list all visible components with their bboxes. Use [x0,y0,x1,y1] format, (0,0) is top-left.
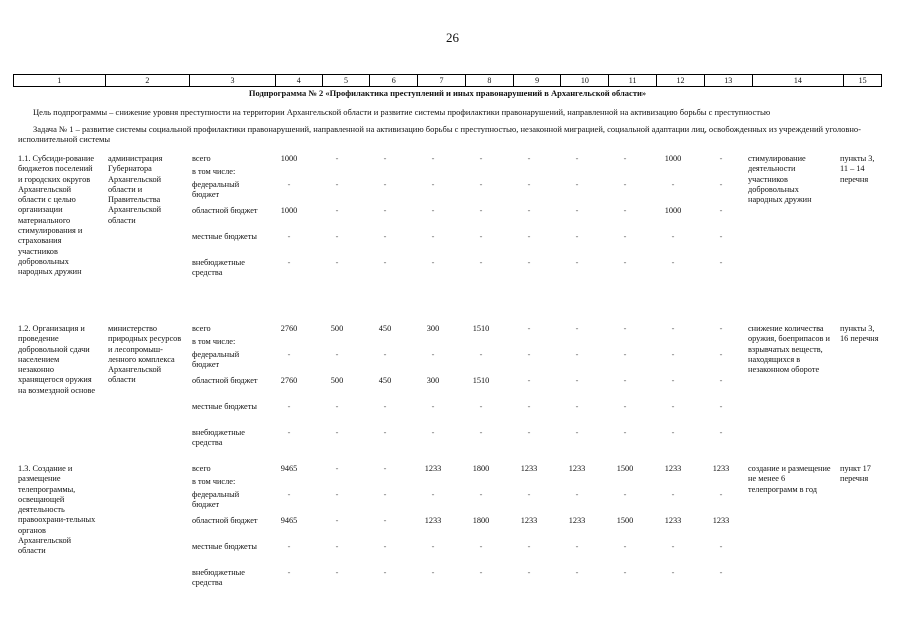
funding-value: - [719,568,723,577]
funding-value: - [719,490,723,499]
funding-value: - [479,568,483,577]
column-number: 13 [705,75,753,86]
funding-value: - [575,376,579,385]
funding-source-label: внебюджетные средства [192,428,245,448]
funding-value: - [575,258,579,267]
funding-value: - [671,324,675,333]
funding-value: - [335,568,339,577]
funding-value: - [479,490,483,499]
funding-value: - [575,402,579,411]
funding-value: - [575,180,579,189]
column-number: 12 [657,75,705,86]
funding-value: - [287,232,291,241]
funding-value: - [671,402,675,411]
funding-value: 500 [330,324,344,333]
funding-value: 1233 [424,516,442,525]
funding-value: - [383,402,387,411]
funding-value: - [623,490,627,499]
funding-value: - [719,402,723,411]
column-number: 3 [190,75,276,86]
measure-name: 1.1. Субсиди-рование бюджетов поселений и городских округов Архангельской области с целью организации материального стимулирования и страхования участников добровольных народных дружин [18,154,95,277]
funding-source-label: областной бюджет [192,516,258,525]
funding-value: - [287,428,291,437]
funding-value: 2760 [280,324,298,333]
funding-value: 1000 [280,154,298,163]
funding-value: - [383,180,387,189]
funding-value: - [383,516,387,525]
funding-value: - [383,350,387,359]
funding-value: - [671,490,675,499]
funding-value: 1233 [568,516,586,525]
funding-value: - [335,154,339,163]
funding-value: - [335,464,339,473]
funding-value: - [527,324,531,333]
funding-source-label: федеральный бюджет [192,490,240,510]
funding-value: - [383,542,387,551]
funding-value: - [575,350,579,359]
subprogram-title: Подпрограмма № 2 «Профилактика преступлений и иных правонарушений в Архангельской области» [248,88,647,98]
funding-value: 1233 [424,464,442,473]
funding-value: - [335,428,339,437]
funding-value: - [527,180,531,189]
funding-value: - [671,180,675,189]
funding-value: - [431,232,435,241]
funding-value: - [287,350,291,359]
funding-source-label: федеральный бюджет [192,350,240,370]
funding-value: - [575,428,579,437]
funding-value: - [287,180,291,189]
funding-value: - [431,350,435,359]
funding-value: - [575,232,579,241]
funding-value: 1800 [472,516,490,525]
measure-name: 1.2. Организация и проведение добровольной сдачи населением незаконно хранящегося оружия на возмездной основе [18,324,96,395]
funding-value: 9465 [280,464,298,473]
funding-value: - [479,258,483,267]
funding-value: - [623,180,627,189]
funding-value: 1800 [472,464,490,473]
funding-value: - [479,428,483,437]
funding-value: 1233 [520,516,538,525]
funding-value: - [527,428,531,437]
funding-value: 450 [378,376,392,385]
column-number: 15 [858,76,867,85]
funding-value: - [383,258,387,267]
funding-value: - [575,542,579,551]
funding-source-label: всего [192,324,211,333]
measure-name: 1.3. Создание и размещение телепрограммы, освещающей деятельность правоохрани-тельных органов Архангельской области [18,464,96,556]
funding-value: 1233 [664,516,682,525]
page-number: 26 [446,30,459,45]
funding-value: 300 [426,324,440,333]
checklist-link: пункты 3, 11 – 14 перечня [840,154,875,184]
funding-source-label: областной бюджет [192,376,258,385]
funding-value: - [335,490,339,499]
funding-source-label: федеральный бюджет [192,180,240,200]
funding-value: 9465 [280,516,298,525]
funding-value: - [671,428,675,437]
funding-value: - [479,402,483,411]
funding-value: - [623,568,627,577]
funding-value: - [527,490,531,499]
funding-value: - [527,258,531,267]
funding-value: - [623,402,627,411]
column-number: 4 [276,75,323,86]
column-number: 2 [106,75,191,86]
funding-value: - [431,568,435,577]
funding-value: 1500 [616,516,634,525]
funding-source-label: местные бюджеты [192,542,257,551]
funding-value: - [623,542,627,551]
executor: министерство природных ресурсов и лесопромыш-ленного комплекса Архангельской области [108,324,182,385]
funding-value: - [431,154,435,163]
funding-value: - [335,180,339,189]
checklist-link: пункт 17 перечня [840,464,871,484]
funding-value: - [479,154,483,163]
funding-source-label: внебюджетные средства [192,568,245,588]
funding-value: - [719,206,723,215]
funding-value: - [383,428,387,437]
expected-result: создание и размещение не менее 6 телепрограмм в год [748,464,831,494]
funding-value: 1500 [616,464,634,473]
executor: администрация Губернатора Архангельской области и Правительства Архангельской области [108,154,163,225]
funding-value: 2760 [280,376,298,385]
column-number: 5 [323,75,371,86]
funding-value: - [623,206,627,215]
funding-value: - [719,232,723,241]
funding-value: - [479,206,483,215]
funding-value: - [383,206,387,215]
funding-value: - [719,376,723,385]
funding-value: - [575,154,579,163]
funding-value: - [719,350,723,359]
funding-value: - [719,180,723,189]
column-number: 10 [561,75,609,86]
funding-value: - [671,258,675,267]
column-number: 6 [370,75,418,86]
funding-source-label: местные бюджеты [192,232,257,241]
funding-source-label: всего [192,464,211,473]
funding-value: - [527,402,531,411]
funding-value: - [335,232,339,241]
funding-value: - [671,542,675,551]
funding-value: - [671,568,675,577]
funding-value: - [479,542,483,551]
funding-value: - [527,206,531,215]
funding-value: - [287,568,291,577]
funding-value: - [383,568,387,577]
funding-value: - [719,154,723,163]
funding-source-label: в том числе: [192,167,236,176]
funding-value: - [623,376,627,385]
funding-value: - [335,402,339,411]
funding-value: - [575,324,579,333]
funding-value: - [431,402,435,411]
column-number: 11 [609,75,657,86]
column-number: 14 [753,75,845,86]
goal-text: Цель подпрограммы – снижение уровня преступности на территории Архангельской области и развитие системы профилактики правонарушений, направленной на активизацию борьбы с преступностью [33,107,771,117]
funding-value: - [431,428,435,437]
funding-value: 1233 [568,464,586,473]
funding-source-label: областной бюджет [192,206,258,215]
expected-result: стимулирование деятельности участников добровольных народных дружин [748,154,812,205]
funding-value: - [383,464,387,473]
funding-value: 1233 [520,464,538,473]
funding-value: - [479,232,483,241]
funding-value: - [431,258,435,267]
funding-value: 1000 [280,206,298,215]
funding-value: - [671,350,675,359]
funding-value: - [527,154,531,163]
funding-source-label: внебюджетные средства [192,258,245,278]
funding-value: - [383,154,387,163]
column-number: 8 [466,75,514,86]
funding-value: - [287,490,291,499]
funding-value: - [527,568,531,577]
funding-value: 1510 [472,324,490,333]
funding-value: - [671,232,675,241]
funding-value: - [287,402,291,411]
funding-value: - [383,232,387,241]
funding-value: 300 [426,376,440,385]
funding-value: - [479,180,483,189]
funding-value: 450 [378,324,392,333]
funding-value: 1233 [664,464,682,473]
funding-value: - [287,542,291,551]
task-text: Задача № 1 – развитие системы социальной профилактики правонарушений, направленной на активизацию борьбы с преступностью, незаконной миграцией, социальной адаптации лиц, освобожденных из учреждений уголовно-исполнительной системы [18,124,862,144]
funding-value: - [335,206,339,215]
funding-value: - [431,206,435,215]
funding-value: - [623,428,627,437]
funding-value: - [431,542,435,551]
funding-value: - [335,350,339,359]
funding-value: - [431,490,435,499]
funding-source-label: в том числе: [192,337,236,346]
funding-value: - [575,490,579,499]
funding-value: - [623,324,627,333]
funding-value: - [719,542,723,551]
funding-value: - [575,206,579,215]
funding-source-label: всего [192,154,211,163]
column-number-header [13,74,882,87]
funding-value: 1000 [664,206,682,215]
funding-value: - [479,350,483,359]
funding-value: - [287,258,291,267]
funding-value: - [335,542,339,551]
funding-value: - [431,180,435,189]
funding-source-label: в том числе: [192,477,236,486]
funding-value: - [527,232,531,241]
funding-value: - [623,232,627,241]
expected-result: снижение количества оружия, боеприпасов и взрывчатых веществ, находящихся в незаконном обороте [748,324,830,375]
funding-value: 1233 [712,516,730,525]
column-number: 1 [14,75,106,86]
funding-value: 500 [330,376,344,385]
funding-value: - [527,542,531,551]
funding-source-label: местные бюджеты [192,402,257,411]
funding-value: - [623,154,627,163]
funding-value: - [671,376,675,385]
funding-value: - [335,516,339,525]
column-number: 9 [514,75,562,86]
funding-value: - [383,490,387,499]
funding-value: - [335,258,339,267]
funding-value: - [527,350,531,359]
funding-value: - [623,258,627,267]
funding-value: 1510 [472,376,490,385]
funding-value: - [575,568,579,577]
column-number: 7 [418,75,466,86]
funding-value: 1233 [712,464,730,473]
funding-value: - [527,376,531,385]
funding-value: - [719,324,723,333]
funding-value: - [719,428,723,437]
funding-value: 1000 [664,154,682,163]
funding-value: - [623,350,627,359]
funding-value: - [719,258,723,267]
checklist-link: пункты 3, 16 перечня [840,324,879,344]
